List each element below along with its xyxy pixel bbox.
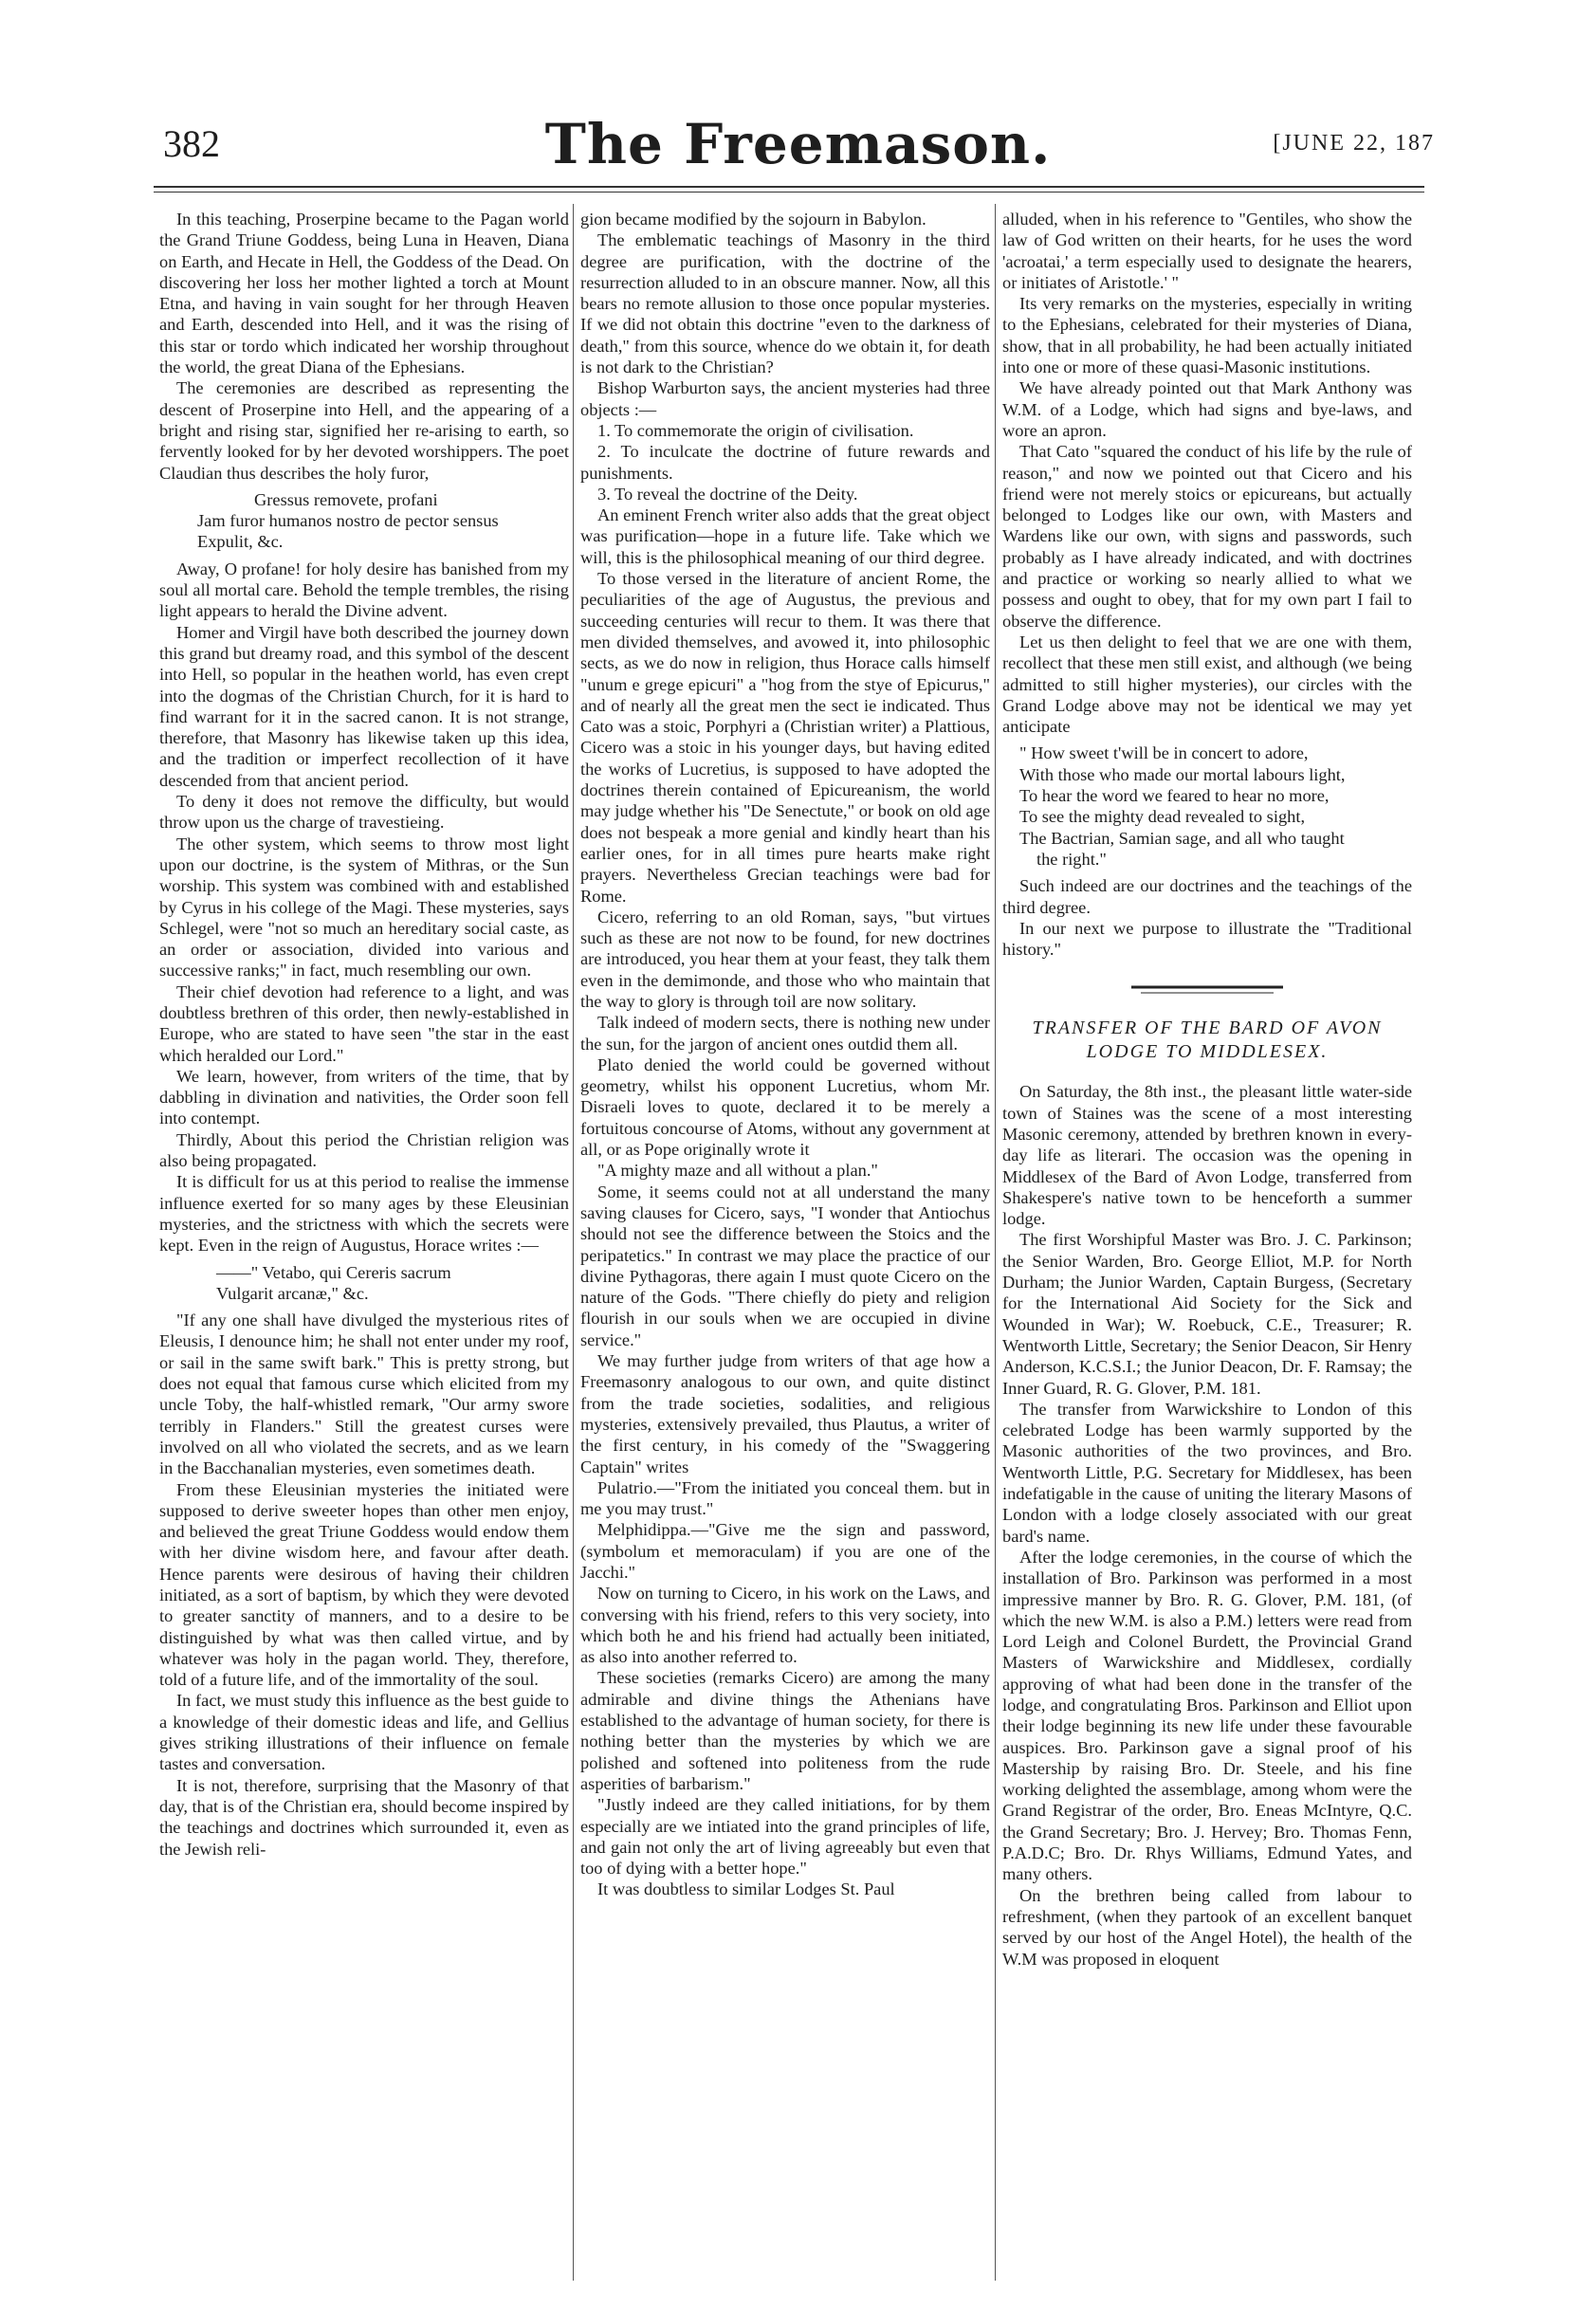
header-rule-top xyxy=(154,186,1424,188)
paragraph: It is not, therefore, surprising that the Masonry of that day, that is of the Christian era, should become inspired by the teachings and doctrines which surrounded it, even as the Jewish reli- xyxy=(159,1775,569,1859)
paragraph: Their chief devotion had reference to a light, and was doubtless brethren of this order, then newly-established in Europe, who are stated to have seen "the star in the east which heralded our Lord." xyxy=(159,981,569,1065)
list-item: 3. To reveal the doctrine of the Deity. xyxy=(597,484,858,504)
paragraph: The transfer from Warwickshire to London of this celebrated Lodge has been warmly supported by the Masonic authorities of the two provinces, and Bro. Wentworth Little, P.G. Secretary for Middlesex, has been indefatigable in the cause of uniting the literary Masons of London with a lodge closely associated with our great bard's name. xyxy=(1002,1399,1412,1546)
paragraph: We may further judge from writers of that age how a Freemasonry analogous to our own, and quite distinct from the trade societies, sodalities, and religious mysteries, extensively prevailed, thus Plautus, a writer of the first century, in his comedy of the "Swaggering Captain" writes xyxy=(580,1351,990,1476)
paragraph: Let us then delight to feel that we are one with them, recollect that these men still exist, and although (we being admitted to still higher mysteries), our circles with the Grand Lodge above may not be identical we may yet anticipate xyxy=(1002,632,1412,737)
verse-line: " How sweet t'will be in concert to adore, xyxy=(1019,743,1309,763)
paragraph: Melphidippa.—"Give me the sign and password, (symbolum et memoraculam) if you are one of the Jacchi." xyxy=(580,1520,990,1582)
page-number: 382 xyxy=(163,122,220,165)
paragraph: Away, O profane! for holy desire has banished from my soul all mortal care. Behold the temple trembles, the rising light appears to herald the Divine advent. xyxy=(159,559,569,621)
paragraph: In fact, we must study this influence as the best guide to a knowledge of their domestic ideas and life, and Gellius gives striking illustrations of their influence on female tastes and conversation. xyxy=(159,1691,569,1774)
paragraph: Plato denied the world could be governed without geometry, whilst his opponent Lucretius, whom Mr. Disraeli loves to quote, declared it to be merely a fortuitous concourse of Atoms, without any government at all, or as Pope originally wrote it xyxy=(580,1054,990,1160)
paragraph: An eminent French writer also adds that the great object was purification—hope in a future life. Take which we will, this is the philosophical meaning of our third degree. xyxy=(580,505,990,567)
paragraph: alluded, when in his reference to "Gentiles, who show the law of God written on their hearts, for he uses the word 'acroatai,' a term especially used to designate the hearers, or initiates of Aristotle.' " xyxy=(1002,210,1412,292)
paragraph: From these Eleusinian mysteries the initiated were supposed to derive sweeter hopes than other men enjoy, and believed the great Triune Goddess would endow them with her divine wisdom here, and favour after death. Hence parents were desirous of having their children initiated, as a sort of baptism, by which they were devoted to greater sanctity of manners, and to a desire to be distinguished by what was then called virtue, and by whatever was holy in the pagan world. They, therefore, told of a future life, and of the immortality of the soul. xyxy=(159,1479,569,1690)
paragraph: Now on turning to Cicero, in his work on the Laws, and conversing with his friend, refers to this very society, into which both he and his friend had actually been initiated, as also into another referred to. xyxy=(580,1584,990,1667)
verse-line: To hear the word we feared to hear no more, xyxy=(1019,786,1330,806)
column-1 xyxy=(159,209,569,2276)
column-3 xyxy=(1002,209,1412,2276)
verse-line: Jam furor humanos nostro de pector sensus xyxy=(197,511,499,531)
quotation: "A mighty maze and all without a plan." xyxy=(597,1161,878,1181)
paragraph: In our next we purpose to illustrate the "Traditional history." xyxy=(1002,918,1412,960)
paragraph: "If any one shall have divulged the mysterious rites of Eleusis, I denounce him; he shall not enter under my roof, or sail in the same swift bark." This is pretty strong, but does not equal that famous curse which elicited from my uncle Toby, the half-whistled remark, "Our army swore terribly in Flanders." Still the greatest curses were involved on all who violated the secrets, and as we learn in the Bacchanalian mysteries, even sometimes death. xyxy=(159,1311,569,1478)
paragraph: We have already pointed out that Mark Anthony was W.M. of a Lodge, which had signs and bye-laws, and wore an apron. xyxy=(1002,378,1412,440)
verse-line: ——" Vetabo, qui Cereris sacrum xyxy=(216,1262,451,1282)
column-divider-right xyxy=(995,204,996,2281)
verse-line: Expulit, &c. xyxy=(197,532,284,552)
paragraph: Homer and Virgil have both described the journey down this grand but dreamy road, and this symbol of the descent into Hell, so popular in the heathen world, has even crept into the dogmas of the Christian Church, for it is hard to find warrant for it in the sacred canon. It is not strange, therefore, that Masonry has likewise taken up this idea, and the tradition or imperfect recollection of it have descended from that ancient period. xyxy=(159,622,569,790)
paragraph: Thirdly, About this period the Christian religion was also being propagated. xyxy=(159,1129,569,1171)
paragraph: That Cato "squared the conduct of his life by the rule of reason," and now we pointed out that Cicero and his friend were not merely stoics or epicureans, but actually belonged to Lodges like our own, with Masters and Wardens like our own, with signs and passwords, such probably as I have already indicated, and with doctrines and practice or working so nearly allied to what we possess and ought to obey, that for my own part I fail to observe the difference. xyxy=(1002,442,1412,631)
paragraph: On the brethren being called from labour to refreshment, (when they partook of an excellent banquet served by our host of the Angel Hotel), the health of the W.M was proposed in eloquent xyxy=(1002,1885,1412,1969)
paragraph: After the lodge ceremonies, in the course of which the installation of Bro. Parkinson was performed in a most impressive manner by Bro. R. G. Glover, P.M. 181, (of which the new W.M. is also a P.M.) letters were read from Lord Leigh and Colonel Burdett, the Provincial Grand Masters of Warwickshire and Middlesex, cordially approving of what had been done in the transfer of the lodge, and congratulating Bros. Parkinson and Elliot upon their lodge beginning its new life under these favourable auspices. Bro. Parkinson gave a signal proof of his Mastership by raising Bro. Dr. Steele, and his fine working delighted the assemblage, among whom were the Grand Registrar of the order, Bro. Eneas McIntyre, Q.C. the Grand Secretary; Bro. J. Hervey; Bro. Thomas Fenn, P.A.D.C; Bro. Dr. Rhys Williams, Edmund Yates, and many others. xyxy=(1002,1547,1412,1884)
column-divider-left xyxy=(573,204,574,2281)
paragraph: We learn, however, from writers of the time, that by dabbling in divination and nativities, the Order soon fell into contempt. xyxy=(159,1066,569,1128)
verse-line: Gressus removete, profani xyxy=(254,489,438,509)
verse-line: To see the mighty dead revealed to sight, xyxy=(1019,807,1306,827)
latin-verse xyxy=(159,489,569,553)
article-title: TRANSFER OF THE BARD OF AVON LODGE TO MIDDLESEX. xyxy=(1032,1018,1383,1063)
verse-line: Vulgarit arcanæ," &c. xyxy=(216,1283,369,1303)
paragraph: To those versed in the literature of ancient Rome, the peculiarities of the age of Augustus, the previous and succeeding centuries will recur to them. It was there that men divided themselves, and avowed it, into philosophic sects, as we do now in religion, thus Horace calls himself "unum e grege epicuri" a "hog from the stye of Epicurus," and of nearly all the great men the sect ie indicated. Thus Cato was a stoic, Porphyri a (Christian writer) a Plattious, Cicero was a stoic in his younger days, but having edited the works of Lucretius, is supposed to have adopted the doctrines therein contained of Epicureanism, the world may judge whether his "De Senectute," or book on old age does not bespeak a more genial and kindly heart than his earlier ones, for in all times pure hearts make right prayers. Nevertheless Grecian teachings were bad for Rome. xyxy=(580,569,990,906)
verse-line: With those who made our mortal labours light, xyxy=(1019,764,1346,784)
paragraph: Talk indeed of modern sects, there is nothing new under the sun, for the jargon of ancient ones outdid them all. xyxy=(580,1013,990,1054)
list-item: 2. To inculcate the doctrine of future rewards and punishments. xyxy=(580,442,990,483)
verse-line: the right." xyxy=(1036,849,1107,869)
column-2 xyxy=(580,209,990,2276)
paragraph: "Justly indeed are they called initiations, for by them especially are we intiated into the grand principles of life, and gain not only the art of living agreeably but even that too of dying with a better hope." xyxy=(580,1795,990,1879)
paragraph: The emblematic teachings of Masonry in the third degree are purification, with the doctrine of the resurrection alluded to in an obscure manner. Now, all this bears no remote allusion to those once popular mysteries. If we did not obtain this doctrine "even to the darkness of death," from this source, whence do we obtain it, for death is not dark to the Christian? xyxy=(580,230,990,377)
verse-line: The Bactrian, Samian sage, and all who taught xyxy=(1019,828,1345,848)
paragraph: It is difficult for us at this period to realise the immense influence exerted for so many ages by these Eleusinian mysteries, and the strictness with which the secrets were kept. Even in the reign of Augustus, Horace writes :— xyxy=(159,1172,569,1256)
masthead-title: The Freemason. xyxy=(544,112,1052,176)
paragraph: The ceremonies are described as representing the descent of Proserpine into Hell, and the appearing of a bright and rising star, signified her re-arising to earth, so fervently looked for by her devoted worshippers. The poet Claudian thus describes the holy furor, xyxy=(159,378,569,483)
paragraph: The first Worshipful Master was Bro. J. C. Parkinson; the Senior Warden, Bro. George Elliot, M.P. for North Durham; the Junior Warden, Captain Burgess, (Secretary for the International Aid Society for the Sick and Wounded in War); W. Roebuck, C.E., Treasurer; R. Wentworth Little, Secretary; the Senior Deacon, Sir Henry Anderson, K.C.S.I.; the Junior Deacon, Dr. F. Ramsay; the Inner Guard, R. G. Glover, P.M. 181. xyxy=(1002,1230,1412,1398)
paragraph: It was doubtless to similar Lodges St. Paul xyxy=(597,1879,895,1899)
section-divider-ornament xyxy=(1131,984,1283,996)
paragraph: These societies (remarks Cicero) are among the many admirable and divine things the Athenians have established to the advantage of human society, for there is nothing better than the mysteries by which we are polished and softened into politeness from the rude asperities of barbarism." xyxy=(580,1668,990,1793)
paragraph: Cicero, referring to an old Roman, says, "but virtues such as these are not now to be found, for new doctrines are introduced, you hear them at your feast, they talk them even in the demimonde, and those who who maintain that the way to glory is through toil are now solitary. xyxy=(580,907,990,1011)
paragraph: Such indeed are our doctrines and the teachings of the third degree. xyxy=(1002,876,1412,917)
paragraph: In this teaching, Proserpine became to the Pagan world the Grand Triune Goddess, being Luna in Heaven, Diana on Earth, and Hecate in Hell, the Goddess of the Dead. On discovering her loss her mother lighted a torch at Mount Etna, and having in vain sought for her through Heaven and Earth, descended into Hell, and it was the rising of this star or tordo which indicated her worship throughout the world, the great Diana of the Ephesians. xyxy=(159,210,569,377)
horace-verse xyxy=(159,1262,569,1305)
paragraph: Some, it seems could not at all understand the many saving clauses for Cicero, says, "I wonder that Antiochus should not see the difference between the Stoics and the peripatetics." In contrast we may place the practice of our divine Pythagoras, there again I must quote Cicero on the nature of the Gods. "There chiefly do piety and religion flourish in our souls when we are occupied in divine service." xyxy=(580,1182,990,1349)
paragraph: To deny it does not remove the difficulty, but would throw upon us the charge of travestieing. xyxy=(159,792,569,833)
poem-verse xyxy=(1002,742,1412,870)
paragraph: Pulatrio.—"From the initiated you conceal them. but in me you may trust." xyxy=(580,1477,990,1519)
paragraph: The other system, which seems to throw most light upon our doctrine, is the system of Mithras, or the Sun worship. This system was combined with and established by Cyrus in his college of the Magi. These mysteries, says Schlegel, were "not so much an hereditary social caste, as an order or association, divided into various and successive ranks;" in fact, much resembling our own. xyxy=(159,834,569,981)
paragraph: On Saturday, the 8th inst., the pleasant little water-side town of Staines was the scene of a most interesting Masonic ceremony, attended by brethren known in every-day life as literari. The occasion was the opening in Middlesex of the Bard of Avon Lodge, transferred from Shakespere's native town to be henceforth a summer lodge. xyxy=(1002,1082,1412,1229)
paragraph: Its very remarks on the mysteries, especially in writing to the Ephesians, celebrated for their mysteries of Diana, show, that in all probability, he had been actually initiated into one or more of these quasi-Masonic institutions. xyxy=(1002,294,1412,377)
issue-date: [JUNE 22, 187 xyxy=(1273,131,1435,156)
paragraph: gion became modified by the sojourn in Babylon. xyxy=(580,210,926,229)
paragraph: Bishop Warburton says, the ancient mysteries had three objects :— xyxy=(580,378,990,419)
list-item: 1. To commemorate the origin of civilisation. xyxy=(597,420,914,440)
